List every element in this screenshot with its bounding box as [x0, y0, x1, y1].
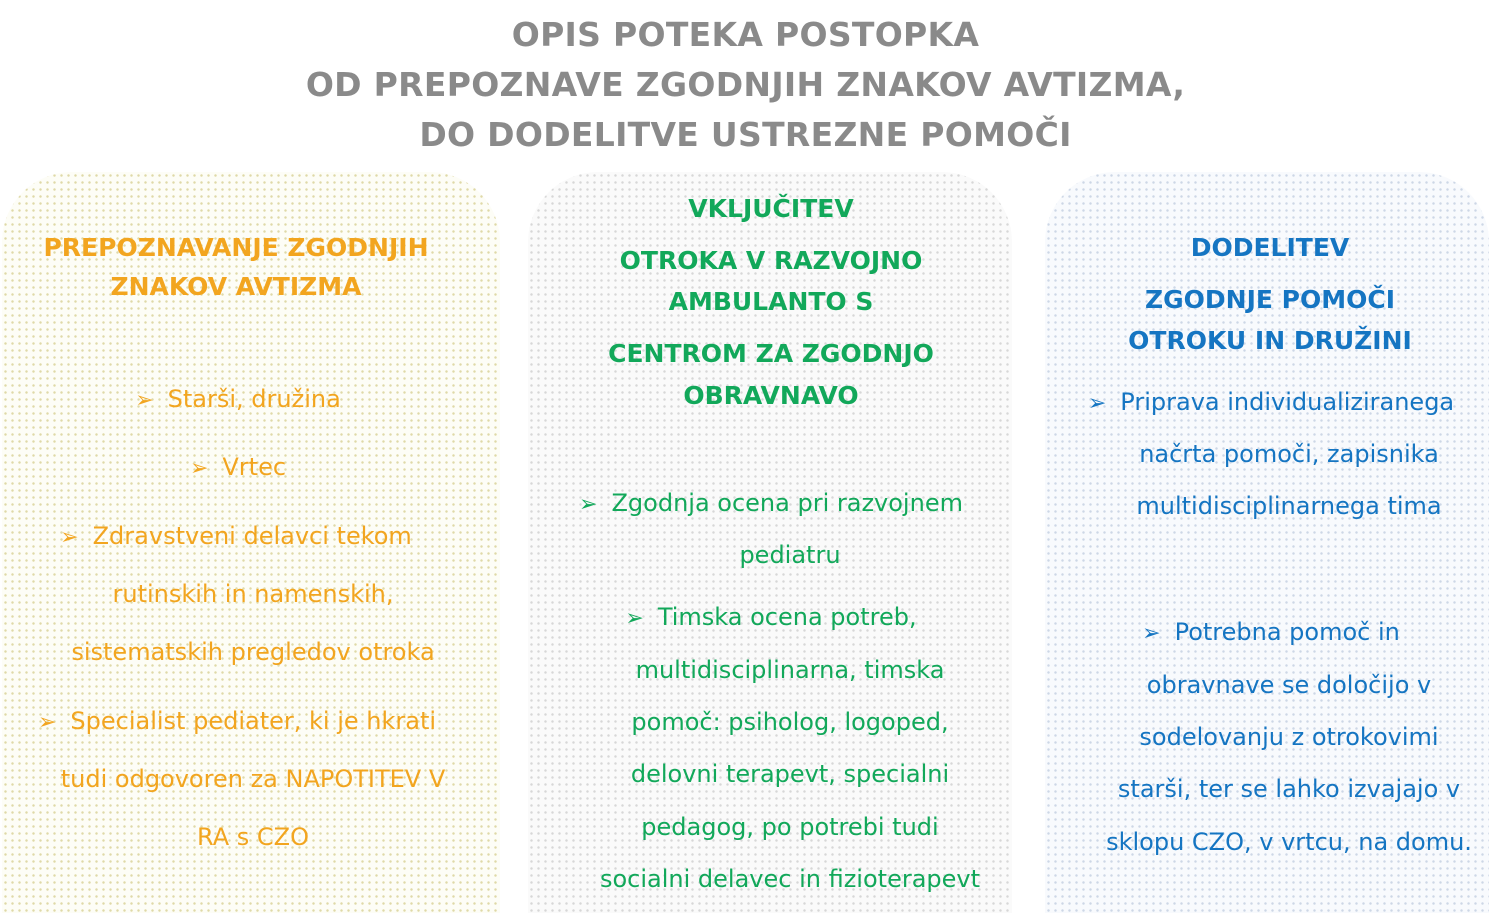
- arrow-bullet-icon: ➢: [60, 525, 79, 550]
- column2-line-5: pomoč: psiholog, logoped,: [631, 708, 949, 736]
- page-title: [0, 10, 1491, 160]
- column1-line-1: Starši, družina: [167, 385, 341, 413]
- column3-line-5: obravnave se določijo v: [1146, 671, 1432, 699]
- arrow-bullet-icon: ➢: [579, 492, 598, 517]
- column3-line-7: starši, ter se lahko izvajajo v: [1117, 775, 1461, 803]
- column3-bullet-needed-help: [1142, 617, 1400, 649]
- title-line-1: OPIS POTEKA POSTOPKA: [511, 15, 980, 54]
- column2-line-8: socialni delavec in fizioterapevt: [599, 865, 981, 893]
- column1-line-5: sistematskih pregledov otroka: [71, 638, 435, 666]
- column3-line-6: sodelovanju z otrokovimi: [1139, 723, 1439, 751]
- arrow-bullet-icon: ➢: [189, 456, 209, 481]
- column1-bullet-kindergarten: [190, 452, 286, 484]
- column2-line-7: pedagog, po potrebi tudi: [641, 813, 939, 841]
- column3-line-8: sklopu CZO, v vrtcu, na domu.: [1106, 828, 1472, 856]
- arrow-bullet-icon: ➢: [37, 710, 57, 735]
- arrow-bullet-icon: ➢: [625, 606, 644, 631]
- column3-bullet-plan: [1088, 387, 1454, 419]
- column2-line-1: Zgodnja ocena pri razvojnem: [611, 489, 963, 517]
- column1-line-6: Specialist pediater, ki je hkrati: [70, 707, 437, 735]
- column2-bullet-early-assessment: [579, 488, 963, 520]
- title-line-3: DO DODELITVE USTREZNE POMOČI: [419, 115, 1072, 154]
- column2-line-4: multidisciplinarna, timska: [635, 656, 945, 684]
- column1-line-3: Zdravstveni delavci tekom: [92, 522, 412, 550]
- column2-heading-line-4: CENTROM ZA ZGODNJO: [608, 339, 934, 368]
- column1-line-8: RA s CZO: [197, 823, 309, 851]
- column1-bullet-health-workers: [60, 521, 412, 553]
- column2-heading-line-3: AMBULANTO S: [668, 287, 874, 316]
- column2-heading-line-2: OTROKA V RAZVOJNO: [619, 246, 923, 275]
- column3-heading-line-3: OTROKU IN DRUŽINI: [1128, 326, 1412, 355]
- column1-line-7: tudi odgovoren za NAPOTITEV V: [60, 765, 446, 793]
- column2-line-6: delovni terapevt, specialni: [630, 760, 950, 788]
- column1-bullet-parents: [135, 384, 341, 416]
- column2-line-2: pediatru: [739, 541, 841, 569]
- column1-heading-line-2: ZNAKOV AVTIZMA: [110, 272, 362, 301]
- column1-bullet-pediatrician: [38, 706, 436, 738]
- column3-heading-line-1: DODELITEV: [1190, 233, 1350, 262]
- column1-line-4: rutinskih in namenskih,: [112, 580, 394, 608]
- column1-line-2: Vrtec: [222, 453, 287, 481]
- column3-line-2: načrta pomoči, zapisnika: [1139, 440, 1439, 468]
- column1-heading-line-1: PREPOZNAVANJE ZGODNJIH: [43, 233, 429, 262]
- column2-heading-line-5: OBRAVNAVO: [683, 381, 859, 410]
- column3-line-1: Priprava individualiziranega: [1120, 388, 1455, 416]
- arrow-bullet-icon: ➢: [135, 388, 154, 413]
- column3-line-3: multidisciplinarnega tima: [1136, 492, 1442, 520]
- column2-heading-line-1: VKLJUČITEV: [688, 194, 854, 223]
- column3-line-4: Potrebna pomoč in: [1174, 618, 1400, 646]
- arrow-bullet-icon: ➢: [1142, 621, 1161, 646]
- title-line-2: OD PREPOZNAVE ZGODNJIH ZNAKOV AVTIZMA,: [305, 65, 1186, 104]
- column2-line-3: Timska ocena potreb,: [657, 603, 917, 631]
- column2-bullet-team-assessment: [625, 602, 916, 634]
- arrow-bullet-icon: ➢: [1087, 391, 1107, 416]
- column3-heading-line-2: ZGODNJE POMOČI: [1144, 285, 1396, 314]
